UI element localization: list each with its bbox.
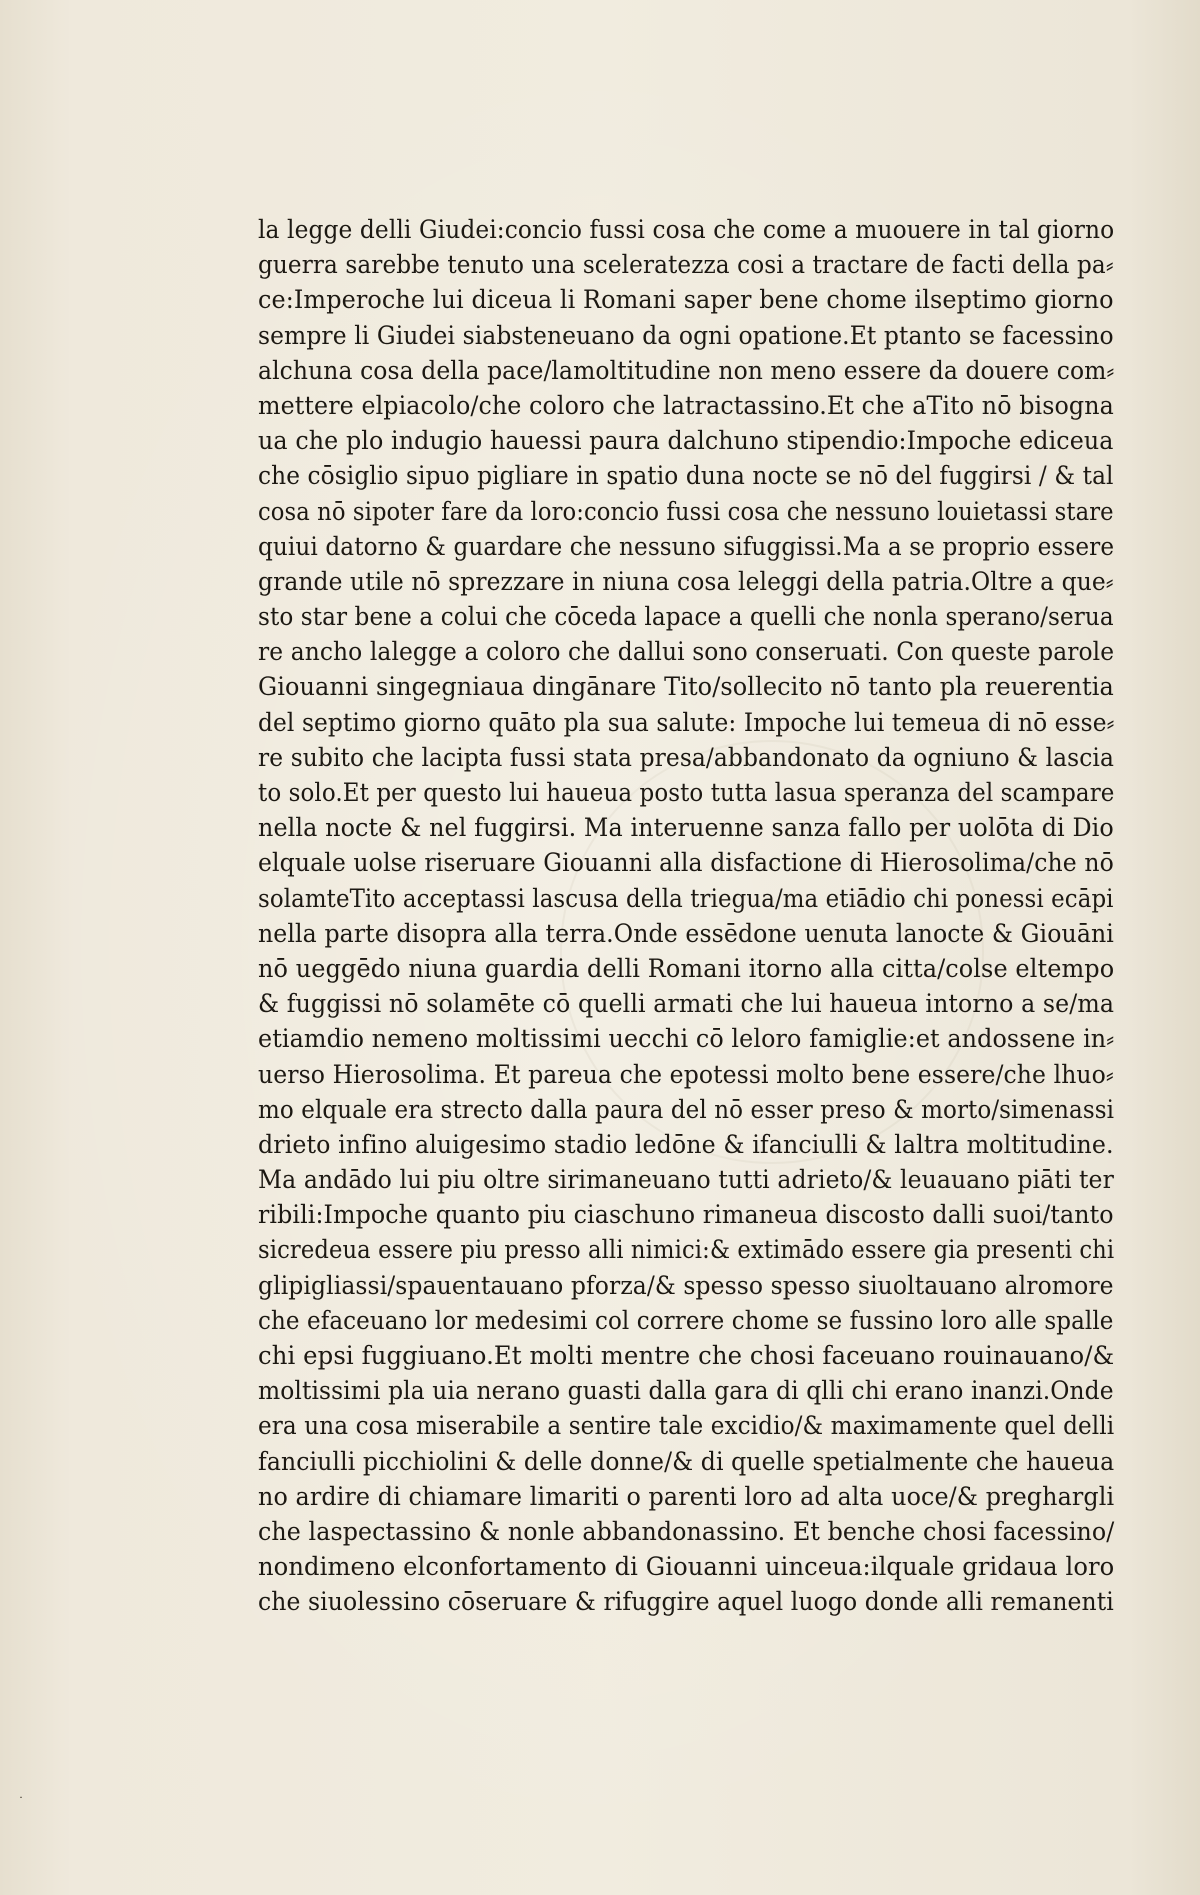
text-line: drieto infino aluigesimo stadio ledōne & ifanciulli & laltra moltitudine. bbox=[258, 1129, 1114, 1159]
text-line: la legge delli Giudei:concio fussi cosa che come a muouere in tal giorno bbox=[258, 215, 1115, 244]
text-line: grande utile nō sprezzare in niuna cosa leleggi della patria.Oltre a que⸗ bbox=[258, 566, 1114, 596]
text-line: guerra sarebbe tenuto una sceleratezza cosi a tractare de facti della pa⸗ bbox=[258, 250, 1114, 280]
text-line: chi epsi fuggiuano.Et molti mentre che chosi faceuano rouinauano/& bbox=[258, 1341, 1115, 1370]
text-line: nondimeno elconfortamento di Giouanni uinceua:ilquale gridaua loro bbox=[258, 1552, 1115, 1582]
text-line: re subito che lacipta fussi stata presa/abbandonato da ogniuno & lascia bbox=[258, 742, 1115, 772]
text-line: nella parte disopra alla terra.Onde essēdone uenuta lanocte & Giouāni bbox=[258, 918, 1114, 948]
text-line: moltissimi pla uia nerano guasti dalla gara di qlli chi erano inanzi.Onde bbox=[258, 1376, 1114, 1406]
text-line: ce:Imperoche lui diceua li Romani saper bene chome ilseptimo giorno bbox=[258, 285, 1114, 315]
body-text bbox=[258, 212, 1118, 1620]
text-line: & fuggissi nō solamēte cō quelli armati che lui haueua intorno a se/ma bbox=[258, 989, 1115, 1019]
text-line: sempre li Giudei siabsteneuano da ogni opatione.Et ptanto se facessino bbox=[258, 320, 1114, 350]
text-line: che laspectassino & nonle abbandonassino. Et benche chosi facessino/ bbox=[258, 1516, 1115, 1546]
text-line: no ardire di chiamare limariti o parenti loro ad alta uoce/& preghargli bbox=[258, 1481, 1115, 1511]
text-line: quiui datorno & guardare che nessuno sifuggissi.Ma a se proprio essere bbox=[258, 531, 1115, 561]
text-line: Ma andādo lui piu oltre sirimaneuano tutti adrieto/& leuauano piāti ter bbox=[258, 1165, 1114, 1195]
text-line: alchuna cosa della pace/lamoltitudine non meno essere da douere com⸗ bbox=[258, 355, 1115, 385]
text-line: sto star bene a colui che cōceda lapace a quelli che nonla sperano/serua bbox=[258, 602, 1114, 632]
text-line: ribili:Impoche quanto piu ciaschuno rimaneua discosto dalli suoi/tanto bbox=[258, 1200, 1114, 1230]
text-line: sicredeua essere piu presso alli nimici:& extimādo essere gia presenti chi bbox=[258, 1235, 1115, 1265]
text-line: nella nocte & nel fuggirsi. Ma interuenne sanza fallo per uolōta di Dio bbox=[258, 813, 1114, 843]
text-line: nō ueggēdo niuna guardia delli Romani itorno alla citta/colse eltempo bbox=[258, 953, 1115, 983]
text-line: che efaceuano lor medesimi col correre chome se fussino loro alle spalle bbox=[258, 1305, 1114, 1335]
text-line: solamteTito acceptassi lascusa della triegua/ma etiādio chi ponessi ecāpi bbox=[258, 883, 1114, 913]
text-line: Giouanni singegniaua dingānare Tito/sollecito nō tanto pla reuerentia bbox=[258, 672, 1114, 702]
text-line: del septimo giorno quāto pla sua salute: Impoche lui temeua di nō esse⸗ bbox=[258, 707, 1115, 737]
edge-mark: ˙ bbox=[18, 1795, 24, 1809]
text-line: re ancho lalegge a coloro che dallui sono conseruati. Con queste parole bbox=[258, 637, 1115, 667]
text-line: che siuolessino cōseruare & rifuggire aquel luogo donde alli remanenti bbox=[258, 1587, 1114, 1617]
text-line: che cōsiglio sipuo pigliare in spatio duna nocte se nō del fuggirsi / & tal bbox=[258, 461, 1114, 491]
text-line: fanciulli picchiolini & delle donne/& di quelle spetialmente che haueua bbox=[258, 1446, 1115, 1476]
text-line: cosa nō sipoter fare da loro:concio fussi cosa che nessuno louietassi stare bbox=[258, 496, 1114, 526]
text-line: era una cosa miserabile a sentire tale excidio/& maximamente quel delli bbox=[258, 1411, 1115, 1441]
text-line: glipigliassi/spauentauano pforza/& spesso spesso siuoltauano alromore bbox=[258, 1270, 1114, 1300]
text-line: etiamdio nemeno moltissimi uecchi cō leloro famiglie:et andossene in⸗ bbox=[258, 1024, 1115, 1054]
text-line: elquale uolse riseruare Giouanni alla disfactione di Hierosolima/che nō bbox=[258, 848, 1114, 878]
text-line: mo elquale era strecto dalla paura del nō esser preso & morto/simenassi bbox=[258, 1094, 1115, 1124]
text-line: to solo.Et per questo lui haueua posto tutta lasua speranza del scampare bbox=[258, 778, 1115, 807]
text-line: mettere elpiacolo/che coloro che latractassino.Et che aTito nō bisogna bbox=[258, 390, 1114, 420]
text-line: uerso Hierosolima. Et pareua che epotessi molto bene essere/che lhuo⸗ bbox=[258, 1059, 1114, 1089]
text-line: ua che plo indugio hauessi paura dalchuno stipendio:Impoche ediceua bbox=[258, 426, 1114, 456]
